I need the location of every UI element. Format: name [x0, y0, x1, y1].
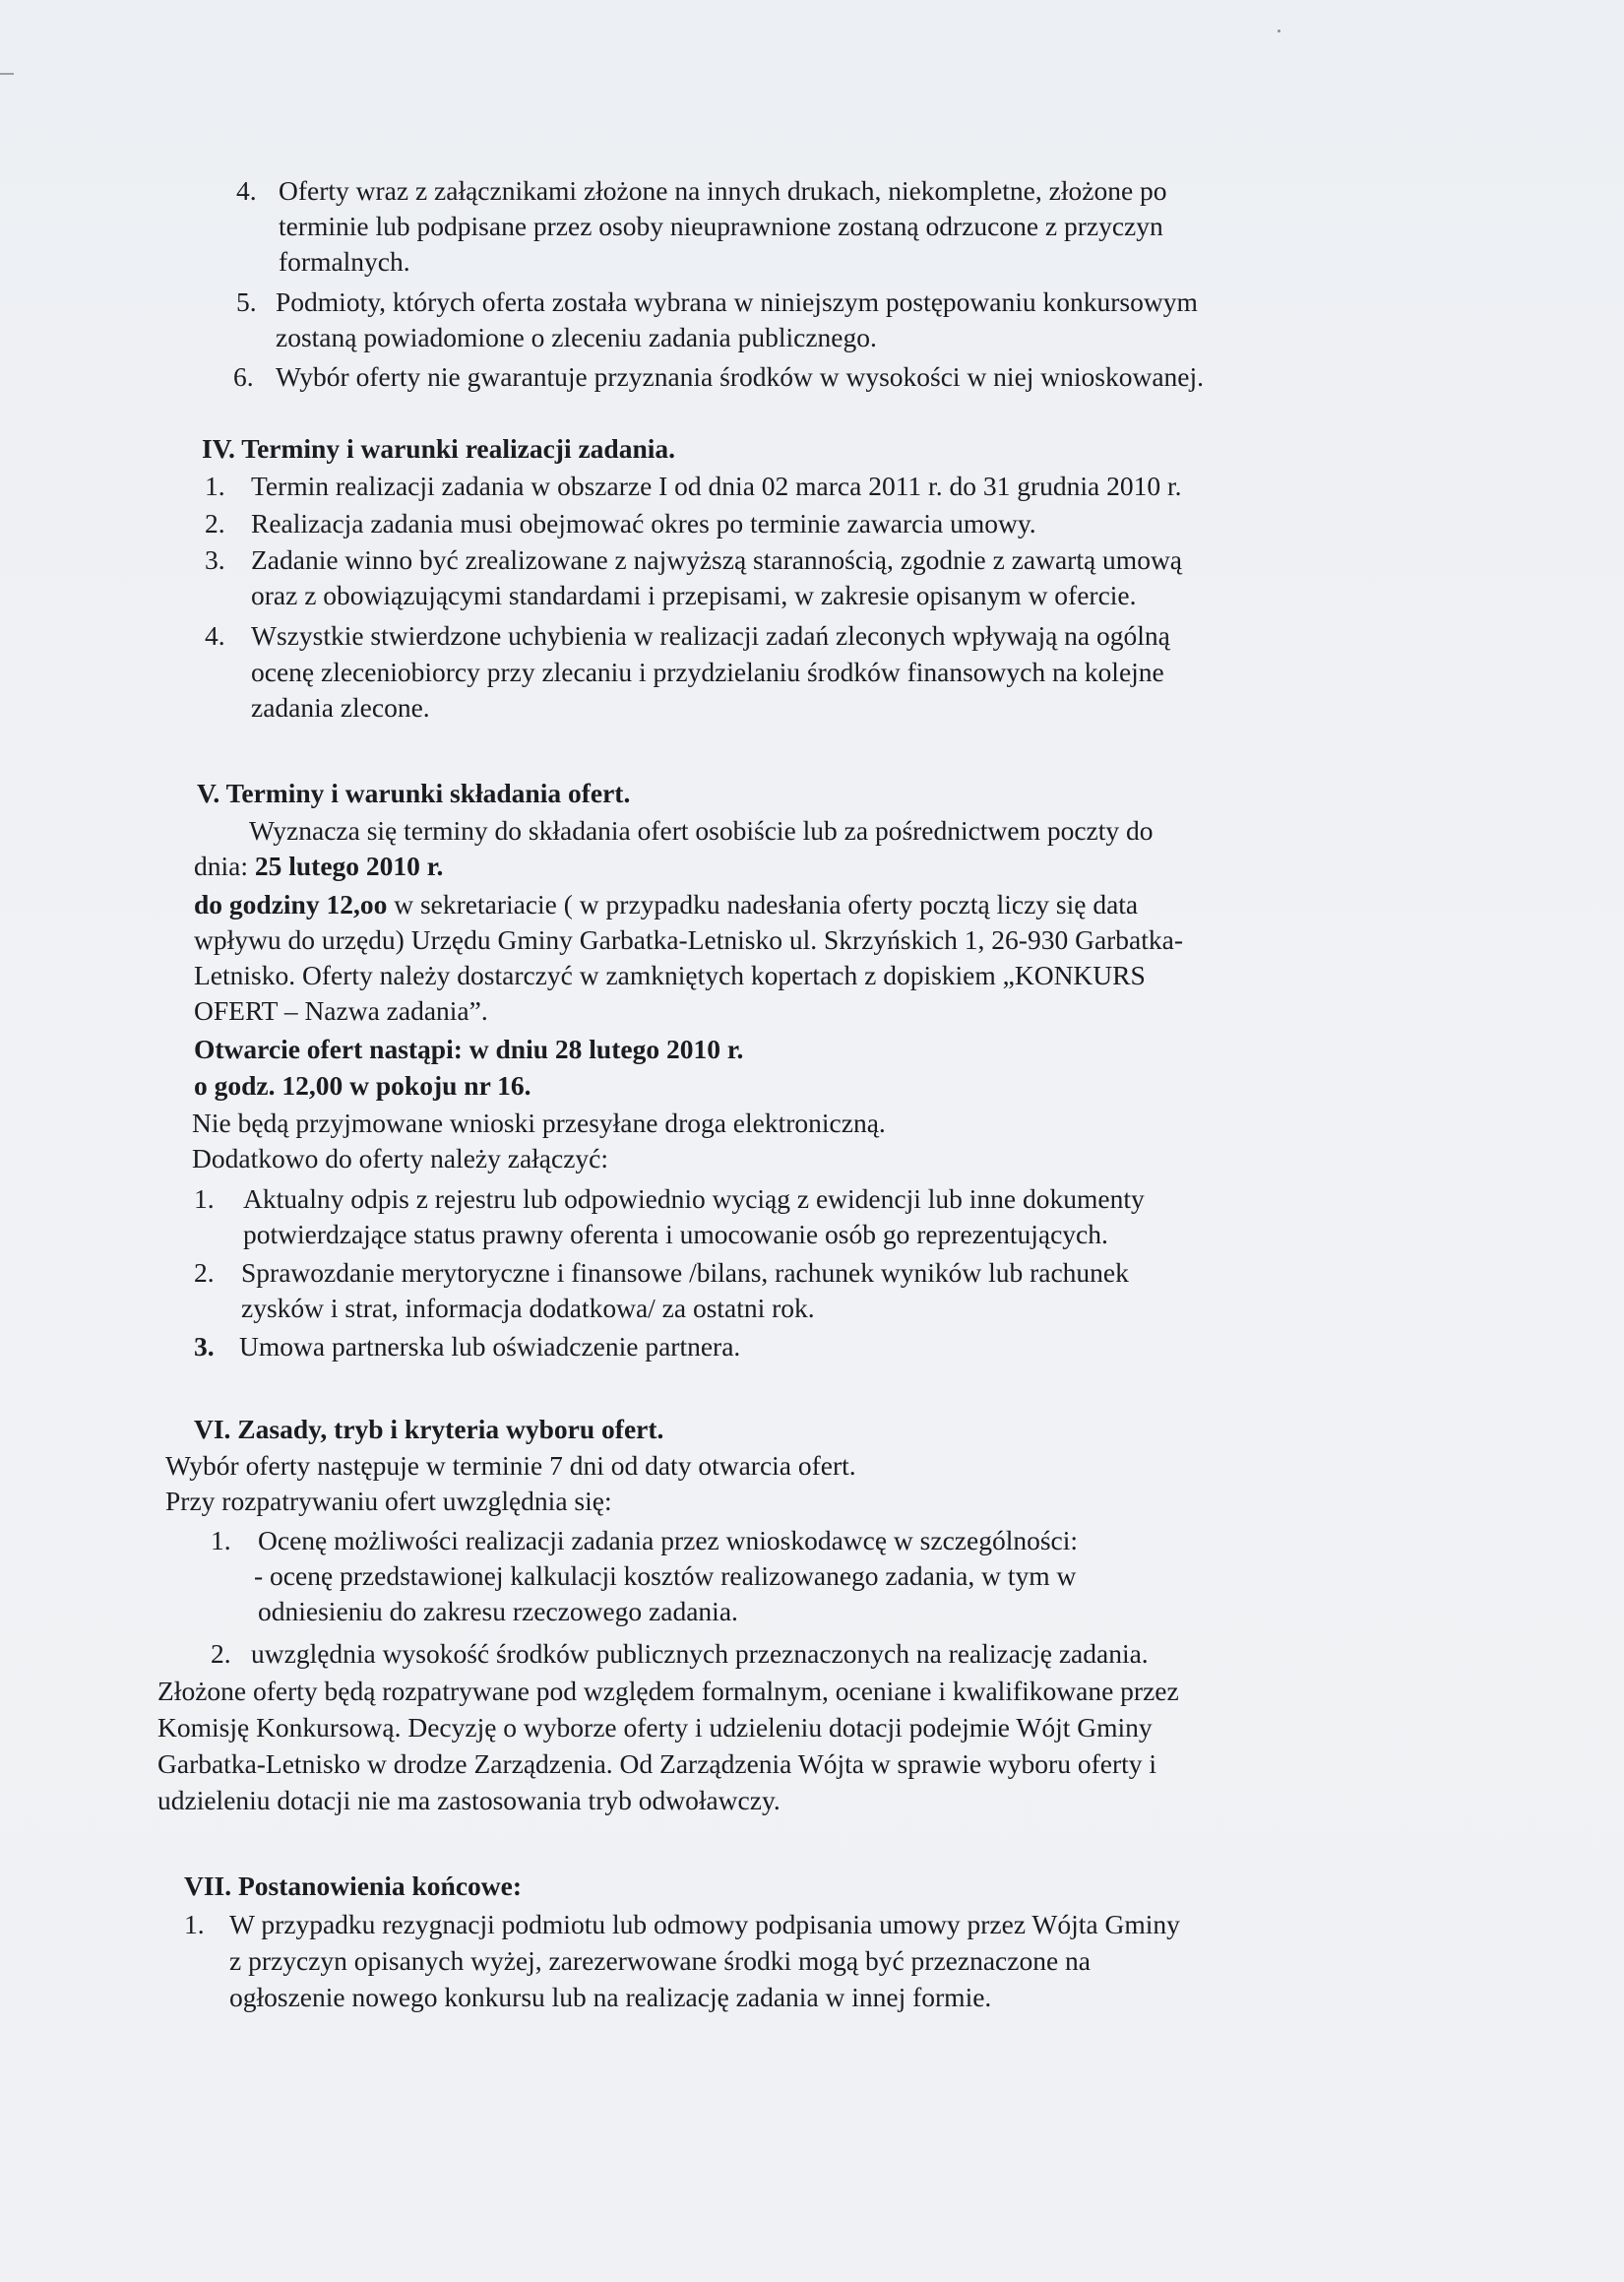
- list-number: 4.: [205, 620, 225, 651]
- list-number: 1.: [211, 1525, 231, 1555]
- paragraph-line: Przy rozpatrywaniu ofert uwzględnia się:: [165, 1486, 612, 1516]
- paragraph-line: Wyznacza się terminy do składania ofert osobiście lub za pośrednictwem poczty do: [249, 815, 1154, 846]
- deadline-hour: do godziny 12,oo: [194, 889, 388, 919]
- list-item-text: W przypadku rezygnacji podmiotu lub odmowy podpisania umowy przez Wójta Gminy: [229, 1909, 1180, 1939]
- list-item-text: z przyczyn opisanych wyżej, zarezerwowane środki mogą być przeznaczone na: [229, 1945, 1091, 1976]
- paragraph-line: Letnisko. Oferty należy dostarczyć w zamkniętych kopertach z dopiskiem „KONKURS: [194, 960, 1146, 990]
- list-item-text: Podmioty, których oferta została wybrana w niniejszym postępowaniu konkursowym: [276, 286, 1198, 317]
- list-number: 2.: [194, 1257, 215, 1288]
- list-item-text: Sprawozdanie merytoryczne i finansowe /bilans, rachunek wyników lub rachunek: [241, 1257, 1129, 1288]
- list-item-text: Zadanie winno być zrealizowane z najwyższą starannością, zgodnie z zawartą umową: [251, 544, 1183, 575]
- paragraph-line: OFERT – Nazwa zadania”.: [194, 995, 488, 1026]
- list-item-text: uwzględnia wysokość środków publicznych przeznaczonych na realizację zadania.: [251, 1638, 1149, 1669]
- list-item-text: odniesieniu do zakresu rzeczowego zadania.: [258, 1596, 738, 1626]
- paragraph-line: Złożone oferty będą rozpatrywane pod względem formalnym, oceniane i kwalifikowane przez: [157, 1676, 1179, 1706]
- list-number: 1.: [205, 471, 225, 501]
- list-item-text: Oferty wraz z załącznikami złożone na innych drukach, niekompletne, złożone po: [279, 175, 1167, 206]
- list-number: 3.: [205, 544, 225, 575]
- paragraph-line: Komisję Konkursową. Decyzję o wyborze oferty i udzieleniu dotacji podejmie Wójt Gminy: [157, 1712, 1153, 1743]
- list-item-text: Wybór oferty nie gwarantuje przyznania środków w wysokości w niej wnioskowanej.: [276, 361, 1205, 392]
- list-item-text: ogłoszenie nowego konkursu lub na realizację zadania w innej formie.: [229, 1982, 992, 2012]
- deadline-date: 25 lutego 2010 r.: [254, 851, 444, 881]
- paragraph-line: [194, 889, 1138, 920]
- list-item-text: Termin realizacji zadania w obszarze I od dnia 02 marca 2011 r. do 31 grudnia 2010 r.: [251, 471, 1182, 501]
- list-number: 6.: [233, 361, 254, 392]
- list-number: 4.: [236, 175, 257, 206]
- section-heading: VII. Postanowienia końcowe:: [184, 1870, 522, 1901]
- list-item-text: oraz z obowiązującymi standardami i przepisami, w zakresie opisanym w ofercie.: [251, 580, 1137, 610]
- date-label: dnia:: [194, 851, 255, 881]
- list-item-text: Ocenę możliwości realizacji zadania przez wnioskodawcę w szczególności:: [258, 1525, 1079, 1555]
- list-item-text: ocenę zleceniobiorcy przy zlecaniu i przydzielaniu środków finansowych na kolejne: [251, 657, 1164, 687]
- paragraph-line: Wybór oferty następuje w terminie 7 dni od daty otwarcia ofert.: [165, 1450, 856, 1481]
- list-number: 3.: [194, 1331, 215, 1362]
- paragraph-line: udzieleniu dotacji nie ma zastosowania tryb odwoławczy.: [157, 1785, 781, 1815]
- section-heading: VI. Zasady, tryb i kryteria wyboru ofert.: [194, 1414, 664, 1444]
- paragraph-line: Nie będą przyjmowane wnioski przesyłane droga elektroniczną.: [192, 1108, 886, 1138]
- list-number: 1.: [184, 1909, 205, 1939]
- scan-dust-mark: [1278, 30, 1280, 32]
- paragraph-line: Garbatka-Letnisko w drodze Zarządzenia. Od Zarządzenia Wójta w sprawie wyboru oferty i: [157, 1748, 1157, 1779]
- paragraph-line: Dodatkowo do oferty należy załączyć:: [192, 1143, 609, 1173]
- list-item-text: zadania zlecone.: [251, 692, 430, 723]
- paragraph-line: wpływu do urzędu) Urzędu Gminy Garbatka-Letnisko ul. Skrzyńskich 1, 26-930 Garbatka-: [194, 924, 1184, 955]
- submission-place: w sekretariacie ( w przypadku nadesłania oferty pocztą liczy się data: [387, 889, 1139, 919]
- paragraph-line: [194, 851, 443, 882]
- opening-date: Otwarcie ofert nastąpi: w dniu 28 lutego 2010 r.: [194, 1034, 744, 1064]
- scan-edge-mark: [0, 73, 14, 75]
- list-item-text: zysków i strat, informacja dodatkowa/ za ostatni rok.: [241, 1293, 815, 1323]
- list-number: 2.: [211, 1638, 231, 1669]
- list-item-text: potwierdzające status prawny oferenta i umocowanie osób go reprezentujących.: [243, 1219, 1108, 1249]
- list-number: 2.: [205, 508, 225, 539]
- list-item-text: - ocenę przedstawionej kalkulacji kosztów realizowanego zadania, w tym w: [254, 1560, 1077, 1591]
- list-item-text: Realizacja zadania musi obejmować okres po terminie zawarcia umowy.: [251, 508, 1036, 539]
- section-heading: V. Terminy i warunki składania ofert.: [197, 778, 631, 808]
- list-item-text: Aktualny odpis z rejestru lub odpowiednio wyciąg z ewidencji lub inne dokumenty: [243, 1183, 1145, 1214]
- list-number: 1.: [194, 1183, 215, 1214]
- opening-time: o godz. 12,00 w pokoju nr 16.: [194, 1070, 531, 1101]
- section-heading: IV. Terminy i warunki realizacji zadania.: [202, 433, 676, 464]
- list-item-text: formalnych.: [279, 246, 410, 277]
- list-item-text: Wszystkie stwierdzone uchybienia w realizacji zadań zleconych wpływają na ogólną: [251, 620, 1170, 651]
- list-item-text: Umowa partnerska lub oświadczenie partnera.: [239, 1331, 741, 1362]
- list-item-text: terminie lub podpisane przez osoby nieuprawnione zostaną odrzucone z przyczyn: [279, 211, 1163, 241]
- list-number: 5.: [236, 286, 257, 317]
- list-item-text: zostaną powiadomione o zleceniu zadania publicznego.: [276, 322, 877, 352]
